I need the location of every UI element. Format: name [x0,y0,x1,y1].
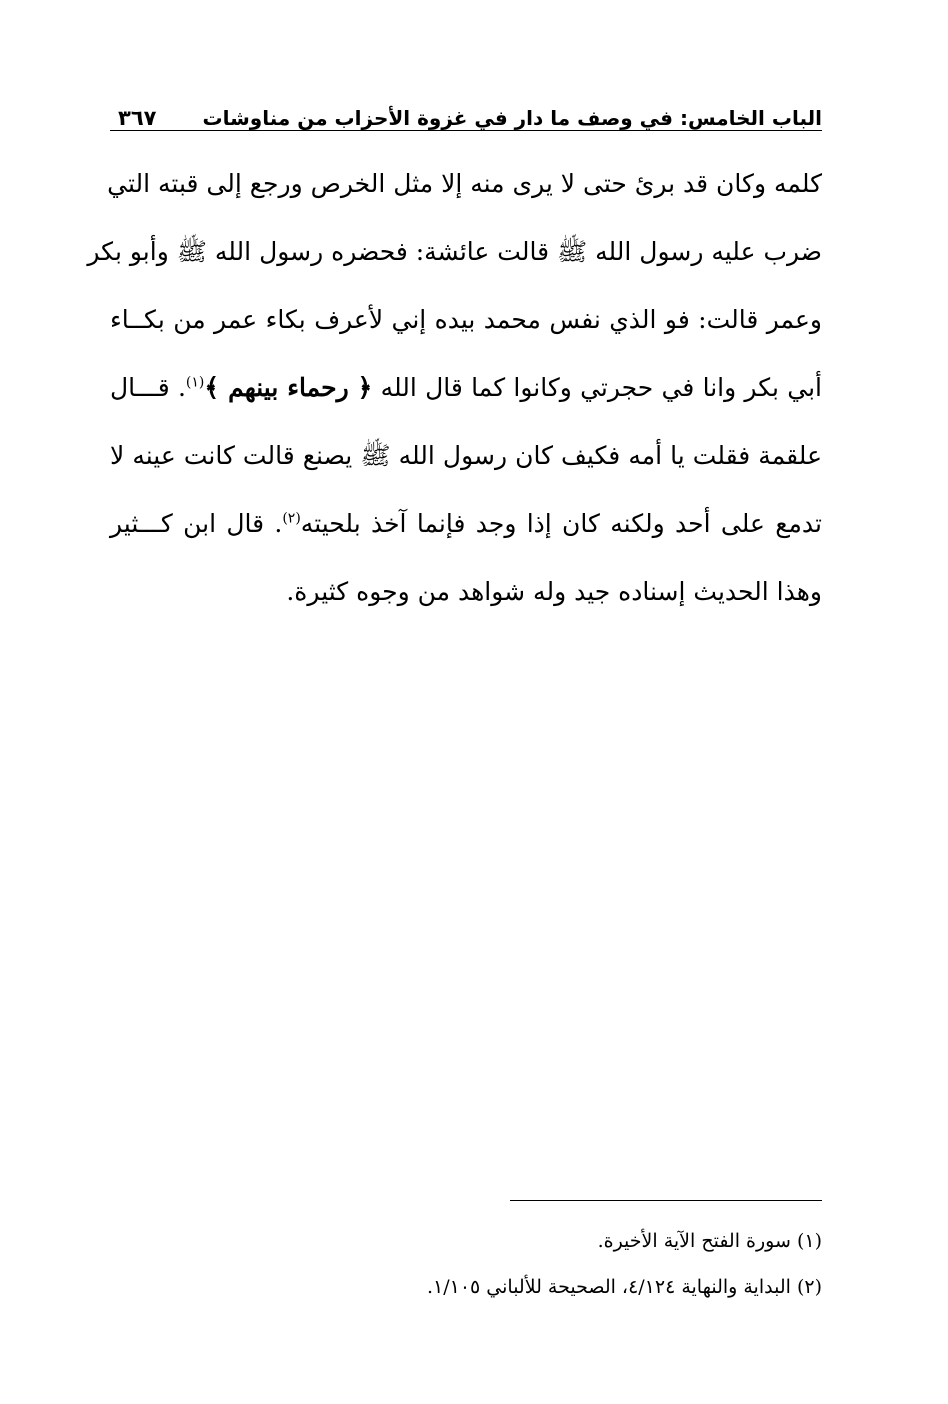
text-segment: تدمع على أحد ولكنه كان إذا وجد فإنما آخذ بلحيته [300,509,822,538]
running-header [110,96,822,130]
footnote: (١) سورة الفتح الآية الأخيرة. [597,1230,822,1252]
text-line [110,354,822,422]
header-rule [110,130,822,131]
text-line [110,490,822,558]
chapter-title: الباب الخامس: في وصف ما دار في غزوة الأحزاب من مناوشات [202,106,822,130]
text-line: علقمة فقلت يا أمه فكيف كان رسول الله ﷺ يصنع قالت كانت عينه لا [110,441,822,470]
main-text [87,150,823,626]
footnotes [110,1218,822,1310]
text-line: كلمه وكان قد برئ حتى لا يرى منه إلا مثل الخرص ورجع إلى قبته التي [107,169,822,198]
quran-quote: ﴿ رحماء بينهم ﴾ [204,373,373,402]
text-segment: . قـــال [110,373,186,402]
footnote-ref[interactable]: (١) [185,374,205,391]
text-line: وهذا الحديث إسناده جيد وله شواهد من وجوه كثيرة. [286,577,822,606]
footnote: (٢) البداية والنهاية ٤/١٢٤، الصحيحة للألباني ١/١٠٥. [426,1276,822,1298]
text-line: ضرب عليه رسول الله ﷺ قالت عائشة: فحضره رسول الله ﷺ وأبو بكر [87,237,822,266]
page-number: ٣٦٧ [118,106,157,130]
text-segment: أبي بكر وانا في حجرتي وكانوا كما قال الله [380,373,823,402]
text-segment: . قال ابن كـــثير [110,509,283,538]
text-line: وعمر قالت: فو الذي نفس محمد بيده إني لأعرف بكاء عمر من بكــاء [110,305,822,334]
footnote-rule [510,1200,822,1201]
footnote-ref[interactable]: (٢) [282,510,301,527]
